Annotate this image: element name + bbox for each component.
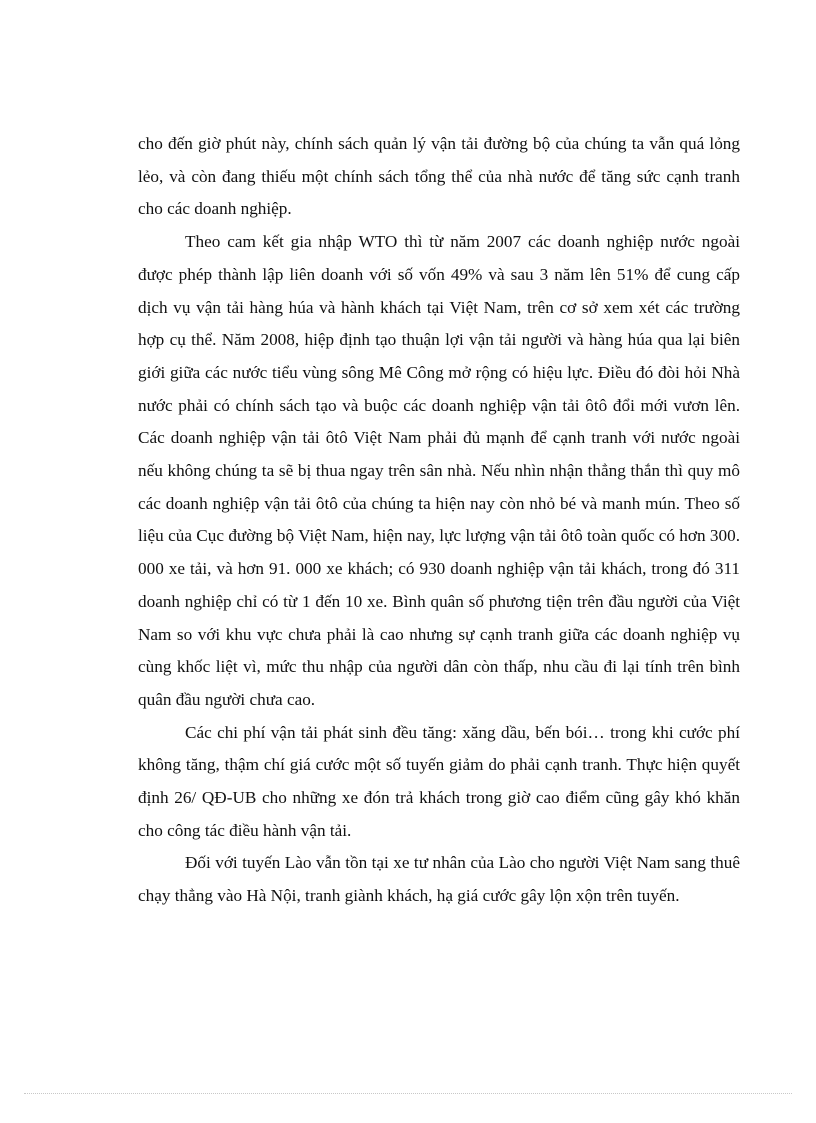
- page-bottom-divider: [24, 1093, 792, 1094]
- paragraph-3: Các chi phí vận tải phát sinh đều tăng: xăng dầu, bến bói… trong khi cước phí không tăng, thậm chí giá cước một số tuyến giảm do phải cạnh tranh. Thực hiện quyết định 26/ QĐ-UB cho những xe đón trả khách trong giờ cao điểm cũng gây khó khăn cho công tác điều hành vận tải.: [138, 722, 740, 840]
- document-body: [138, 128, 740, 913]
- paragraph-2: Theo cam kết gia nhập WTO thì từ năm 2007 các doanh nghiệp nước ngoài được phép thành lập liên doanh với số vốn 49% và sau 3 năm lên 51% để cung cấp dịch vụ vận tải hàng húa và hành khách tại Việt Nam, trên cơ sở xem xét các trường hợp cụ thể. Năm 2008, hiệp định tạo thuận lợi vận tải người và hàng húa qua lại biên giới giữa các nước tiểu vùng sông Mê Công mở rộng có hiệu lực. Điều đó đòi hỏi Nhà nước phải có chính sách tạo và buộc các doanh nghiệp vận tải ôtô đổi mới vươn lên. Các doanh nghiệp vận tải ôtô Việt Nam phải đủ mạnh để cạnh tranh với nước ngoài nếu không chúng ta sẽ bị thua ngay trên sân nhà. Nếu nhìn nhận thẳng thắn thì quy mô các doanh nghiệp vận tải ôtô của chúng ta hiện nay còn nhỏ bé và manh mún. Theo số liệu của Cục đường bộ Việt Nam, hiện nay, lực lượng vận tải ôtô toàn quốc có hơn 300. 000 xe tải, và hơn 91. 000 xe khách; có 930 doanh nghiệp vận tải khách, trong đó 311 doanh nghiệp chỉ có từ 1 đến 10 xe. Bình quân số phương tiện trên đầu người của Việt Nam so với khu vực chưa phải là cao nhưng sự cạnh tranh giữa các doanh nghiệp vụ cùng khốc liệt vì, mức thu nhập của người dân còn thấp, nhu cầu đi lại tính trên bình quân đầu người chưa cao.: [138, 232, 740, 709]
- paragraph-4: Đối với tuyến Lào vẫn tồn tại xe tư nhân của Lào cho người Việt Nam sang thuê chạy thẳng vào Hà Nội, tranh giành khách, hạ giá cước gây lộn xộn trên tuyến.: [138, 853, 740, 906]
- paragraph-1: cho đến giờ phút này, chính sách quản lý vận tải đường bộ của chúng ta vẫn quá lỏng lẻo, và còn đang thiếu một chính sách tổng thể của nhà nước để tăng sức cạnh tranh cho các doanh nghiệp.: [138, 134, 740, 219]
